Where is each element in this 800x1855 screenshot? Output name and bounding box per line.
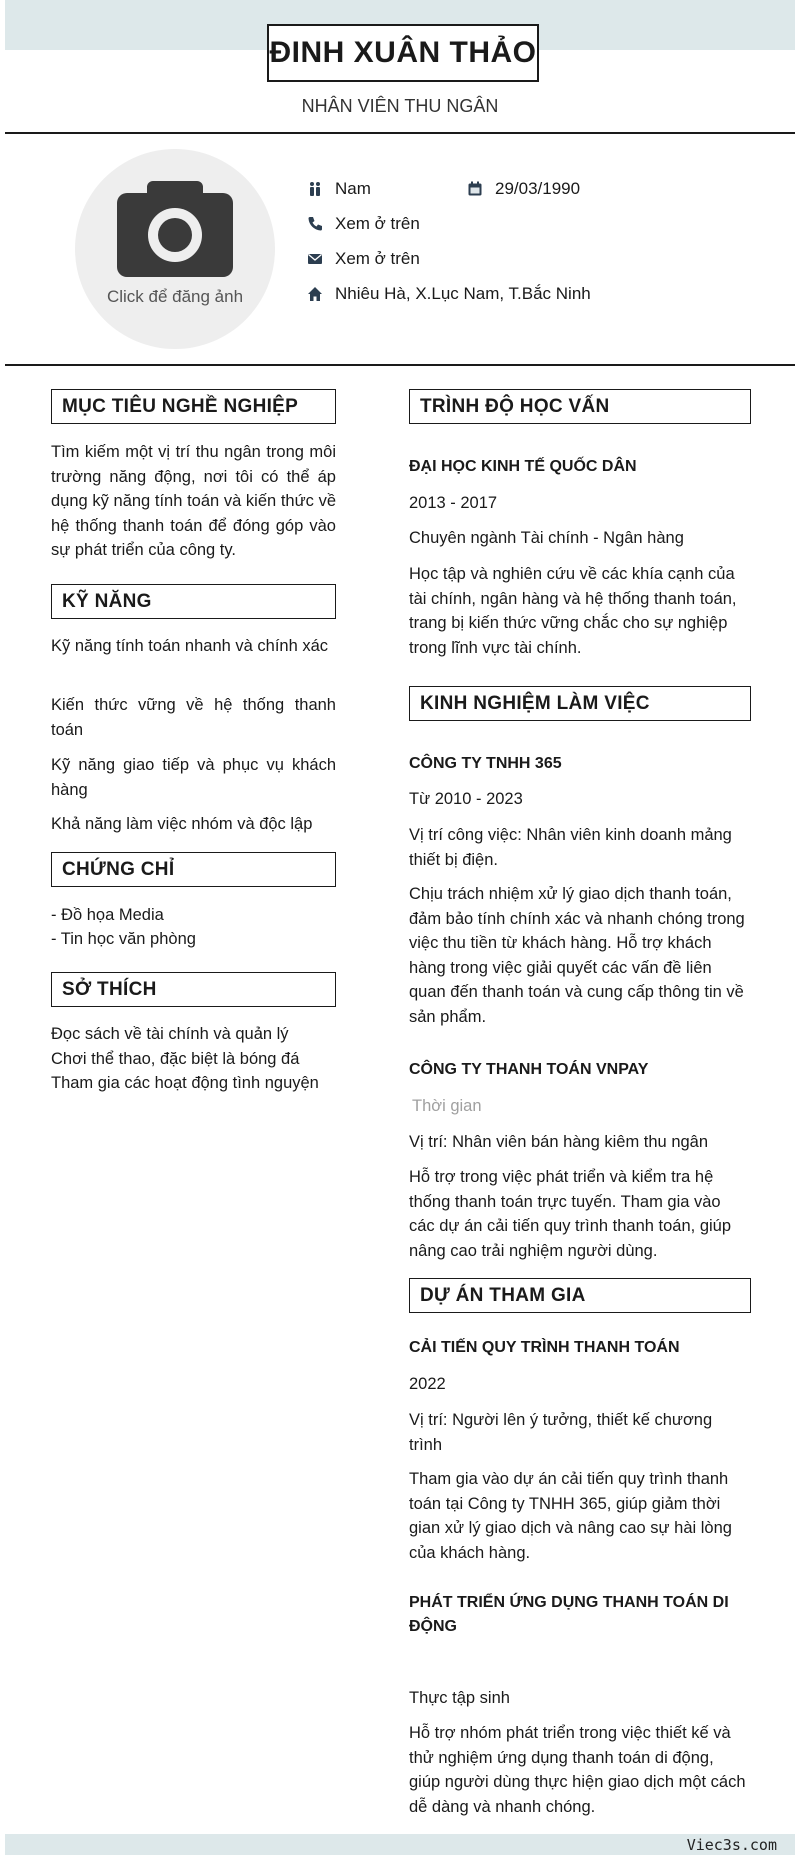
project-description: Tham gia vào dự án cải tiến quy trình thanh toán tại Công ty TNHH 365, giúp giảm thời gian xử lý giao dịch và nâng cao sự hài lòng của khách hàng. [409,1470,732,1562]
job-position: Vị trí công việc: Nhân viên kinh doanh mảng thiết bị điện. [409,826,732,869]
envelope-icon [307,251,323,267]
education-major: Chuyên ngành Tài chính - Ngân hàng [409,529,684,547]
education-description: Học tập và nghiên cứu về các khía cạnh của tài chính, ngân hàng và hệ thống thanh toán, trang bị kiến thức vững chắc cho sự nghiệp trong lĩnh vực tài chính. [409,565,737,657]
gender-icon [307,181,323,197]
skill-item: Kiến thức vững về hệ thống thanh toán [51,696,336,739]
email-value: Xem ở trên [335,249,420,268]
education-school: ĐẠI HỌC KINH TẾ QUỐC DÂN [409,458,637,475]
phone-icon [307,216,323,232]
hobbies-heading: SỞ THÍCH [51,972,336,1007]
education-heading: TRÌNH ĐỘ HỌC VẤN [409,389,751,424]
job-period: Từ 2010 - 2023 [409,790,523,808]
hobby-item: Chơi thể thao, đặc biệt là bóng đá [51,1050,300,1068]
email-row [307,249,420,269]
job-description: Chịu trách nhiệm xử lý giao dịch thanh toán, đảm bảo tính chính xác và nhanh chóng trong việc thu tiền từ khách hàng. Hỗ trợ khách hàng trong việc giải quyết các vấn đề liên quan đến thanh toán và cung cấp thông tin về sản phẩm. [409,885,745,1026]
job-description: Hỗ trợ trong việc phát triển và kiểm tra hệ thống thanh toán trực tuyến. Tham gia vào các dự án cải tiến quy trình thanh toán, giúp nâng cao trải nghiệm người dùng. [409,1168,732,1260]
resume-page [5,0,795,1855]
career-goal-heading: MỤC TIÊU NGHỀ NGHIỆP [51,389,336,424]
calendar-icon [467,181,483,197]
birthdate-row [467,179,580,199]
job-position: Vị trí: Nhân viên bán hàng kiêm thu ngân [409,1133,709,1151]
job-company: CÔNG TY TNHH 365 [409,755,562,772]
job-title: NHÂN VIÊN THU NGÂN [301,96,499,116]
project-name: CẢI TIẾN QUY TRÌNH THANH TOÁN [409,1339,680,1356]
certificate-item: - Đồ họa Media [51,906,164,924]
career-goal-text: Tìm kiếm một vị trí thu ngân trong môi trường năng động, nơi tôi có thể áp dụng kỹ năng tính toán và kiến thức về hệ thống thanh toán để đóng góp vào sự phát triển của công ty. [51,443,336,559]
address-row [307,284,591,304]
candidate-name: ĐINH XUÂN THẢO [267,24,539,82]
info-divider [5,364,795,366]
project-year: 2022 [409,1375,446,1393]
experience-heading: KINH NGHIỆM LÀM VIỆC [409,686,751,721]
hobby-item: Đọc sách về tài chính và quản lý [51,1025,289,1043]
avatar-label: Click để đăng ảnh [106,287,244,306]
certificate-item: - Tin học văn phòng [51,930,196,948]
phone-value: Xem ở trên [335,214,420,233]
footer-watermark: Viec3s.com [686,1836,777,1854]
hobby-item: Tham gia các hoạt động tình nguyện [51,1074,319,1092]
gender-row [307,179,371,199]
skill-item: Kỹ năng tính toán nhanh và chính xác [51,637,329,655]
skill-item: Kỹ năng giao tiếp và phục vụ khách hàng [51,756,336,799]
home-icon [307,286,323,302]
birthdate-value: 29/03/1990 [495,179,581,198]
projects-heading: DỰ ÁN THAM GIA [409,1278,751,1313]
job-company: CÔNG TY THANH TOÁN VNPAY [409,1061,649,1078]
project-role: Vị trí: Người lên ý tưởng, thiết kế chương trình [409,1411,713,1454]
certificates-heading: CHỨNG CHỈ [51,852,336,887]
skills-heading: KỸ NĂNG [51,584,336,619]
education-period: 2013 - 2017 [409,494,498,512]
skill-item: Khả năng làm việc nhóm và độc lập [51,815,313,833]
gender-value: Nam [335,179,371,198]
footer-band [5,1834,795,1855]
address-value: Nhiêu Hà, X.Lục Nam, T.Bắc Ninh [335,284,591,303]
phone-row [307,214,420,234]
avatar-upload[interactable] [75,149,275,349]
header-divider [5,132,795,134]
project-name: PHÁT TRIỂN ỨNG DỤNG THANH TOÁN DI ĐỘNG [409,1594,729,1635]
project-description: Hỗ trợ nhóm phát triển trong việc thiết kế và thử nghiệm ứng dụng thanh toán di động, giúp người dùng thực hiện giao dịch một cách dễ dàng và nhanh chóng. [409,1724,746,1816]
project-role: Thực tập sinh [409,1689,510,1707]
camera-icon [115,177,235,283]
job-period-placeholder: Thời gian [412,1097,482,1115]
